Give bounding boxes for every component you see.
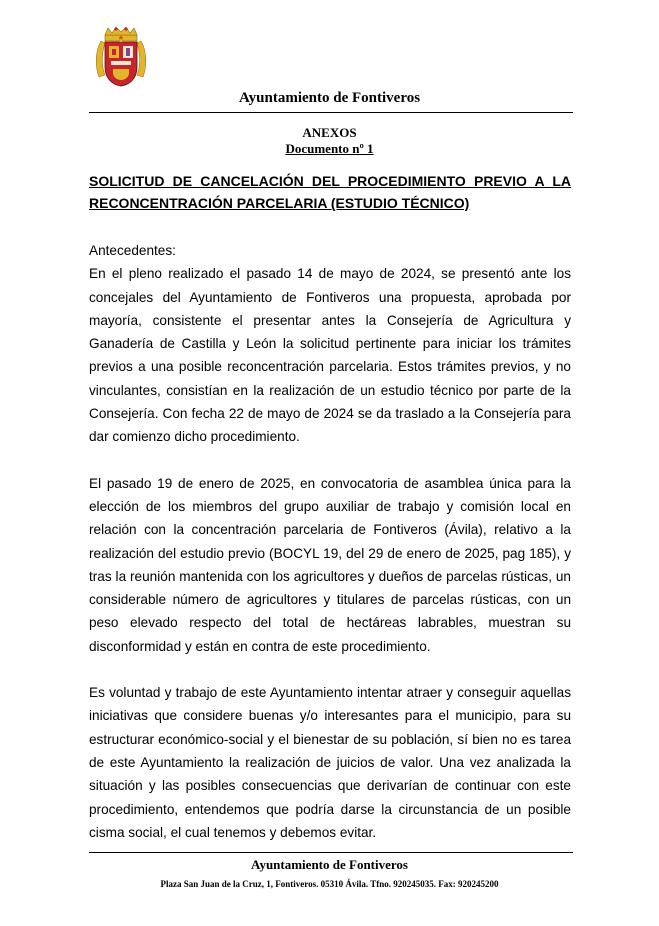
document-body (89, 239, 571, 867)
coat-of-arms-icon (95, 27, 147, 87)
footer-address: Plaza San Juan de la Cruz, 1, Fontiveros. 05310 Ávila. Tfno. 920245035. Fax: 920245200 (160, 879, 499, 889)
annex-heading: ANEXOS (302, 125, 357, 140)
paragraph: En el pleno realizado el pasado 14 de mayo de 2024, se presentó ante los concejales del Ayuntamiento de Fontiveros una propuesta, aprobada por mayoría, consistente el presentar antes la Consejería de Agricultura y Ganadería de Castilla y León la solicitud pertinente para iniciar los trámites previos a una posible reconcentración parcelaria. Estos trámites previos, y no vinculantes, consistían en la realización de un estudio técnico por parte de la Consejería. Con fecha 22 de mayo de 2024 se da traslado a la Consejería para dar comienzo dicho procedimiento. (89, 266, 571, 445)
header-divider (89, 112, 573, 113)
paragraph: Es voluntad y trabajo de este Ayuntamiento intentar atraer y conseguir aquellas iniciativas que considere buenas y/o interesantes para el municipio, para su estructurar económico-social y el bienestar de su población, sí bien no es tarea de este Ayuntamiento la realización de juicios de valor. Una vez analizada la situación y las posibles consecuencias que derivarían de continuar con este procedimiento, entendemos que podría darse la circunstancia de un posible cisma social, el cual tenemos y debemos evitar. (89, 685, 571, 840)
footer-divider (89, 852, 573, 853)
document-title: SOLICITUD DE CANCELACIÓN DEL PROCEDIMIENTO PREVIO A LA RECONCENTRACIÓN PARCELARIA (ESTUDIO TÉCNICO) (89, 173, 571, 211)
document-number: Documento nº 1 (285, 141, 374, 156)
paragraph: El pasado 19 de enero de 2025, en convocatoria de asamblea única para la elección de los miembros del grupo auxiliar de trabajo y comisión local en relación con la concentración parcelaria de Fontiveros (Ávila), relativo a la realización del estudio previo (BOCYL 19, del 29 de enero de 2025, pag 185), y tras la reunión mantenida con los agricultores y dueños de parcelas rústicas, un considerable número de agricultores y titulares de parcelas rústicas, con un peso elevado respecto del total de hectáreas labrables, muestran su disconformidad y están en contra de este procedimiento. (89, 475, 571, 654)
footer-title: Ayuntamiento de Fontiveros (251, 857, 408, 872)
section-label: Antecedentes: (89, 243, 176, 258)
header-title: Ayuntamiento de Fontiveros (238, 90, 421, 106)
